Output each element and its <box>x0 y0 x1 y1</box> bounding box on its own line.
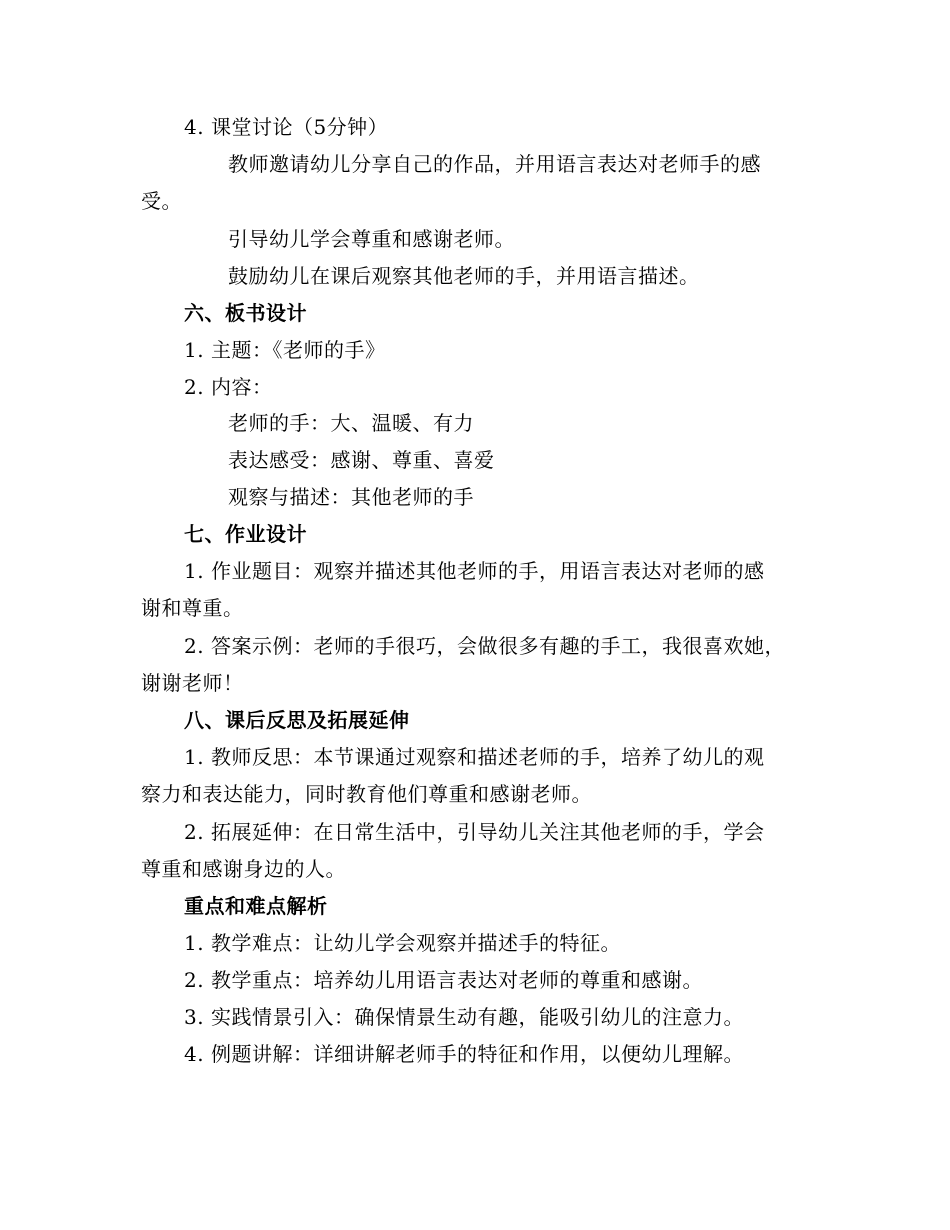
paragraph-continuation: 受。 <box>141 189 182 213</box>
list-item: 2. 教学重点：培养幼儿用语言表达对老师的尊重和感谢。 <box>184 968 703 992</box>
list-item: 1. 主题：《老师的手》 <box>184 338 386 362</box>
paragraph-continuation: 谢和尊重。 <box>141 596 244 620</box>
list-item: 1. 作业题目：观察并描述其他老师的手，用语言表达对老师的感 <box>184 559 765 583</box>
list-item: 3. 实践情景引入：确保情景生动有趣，能吸引幼儿的注意力。 <box>184 1005 744 1029</box>
paragraph-continuation: 尊重和感谢身边的人。 <box>141 857 346 881</box>
sub-item: 表达感受：感谢、尊重、喜爱 <box>228 448 495 472</box>
paragraph-continuation: 谢谢老师！ <box>141 671 244 695</box>
list-item: 2. 内容： <box>184 375 273 399</box>
paragraph: 鼓励幼儿在课后观察其他老师的手，并用语言描述。 <box>228 264 700 288</box>
section-heading: 重点和难点解析 <box>184 894 328 918</box>
list-item: 1. 教学难点：让幼儿学会观察并描述手的特征。 <box>184 931 621 955</box>
paragraph: 引导幼儿学会尊重和感谢老师。 <box>228 227 515 251</box>
section-heading: 八、课后反思及拓展延伸 <box>184 708 410 732</box>
list-item: 2. 拓展延伸：在日常生活中，引导幼儿关注其他老师的手，学会 <box>184 820 765 844</box>
list-item: 2. 答案示例：老师的手很巧，会做很多有趣的手工，我很喜欢她， <box>184 634 785 658</box>
list-item: 4. 例题讲解：详细讲解老师手的特征和作用，以便幼儿理解。 <box>184 1042 744 1066</box>
section-heading: 七、作业设计 <box>184 522 307 546</box>
section-heading: 六、板书设计 <box>184 301 307 325</box>
paragraph: 教师邀请幼儿分享自己的作品，并用语言表达对老师手的感 <box>228 152 761 176</box>
sub-item: 观察与描述：其他老师的手 <box>228 485 474 509</box>
list-item: 4. 课堂讨论（5分钟） <box>184 115 389 139</box>
paragraph-continuation: 察力和表达能力，同时教育他们尊重和感谢老师。 <box>141 782 592 806</box>
sub-item: 老师的手：大、温暖、有力 <box>228 411 474 435</box>
list-item: 1. 教师反思：本节课通过观察和描述老师的手，培养了幼儿的观 <box>184 745 765 769</box>
